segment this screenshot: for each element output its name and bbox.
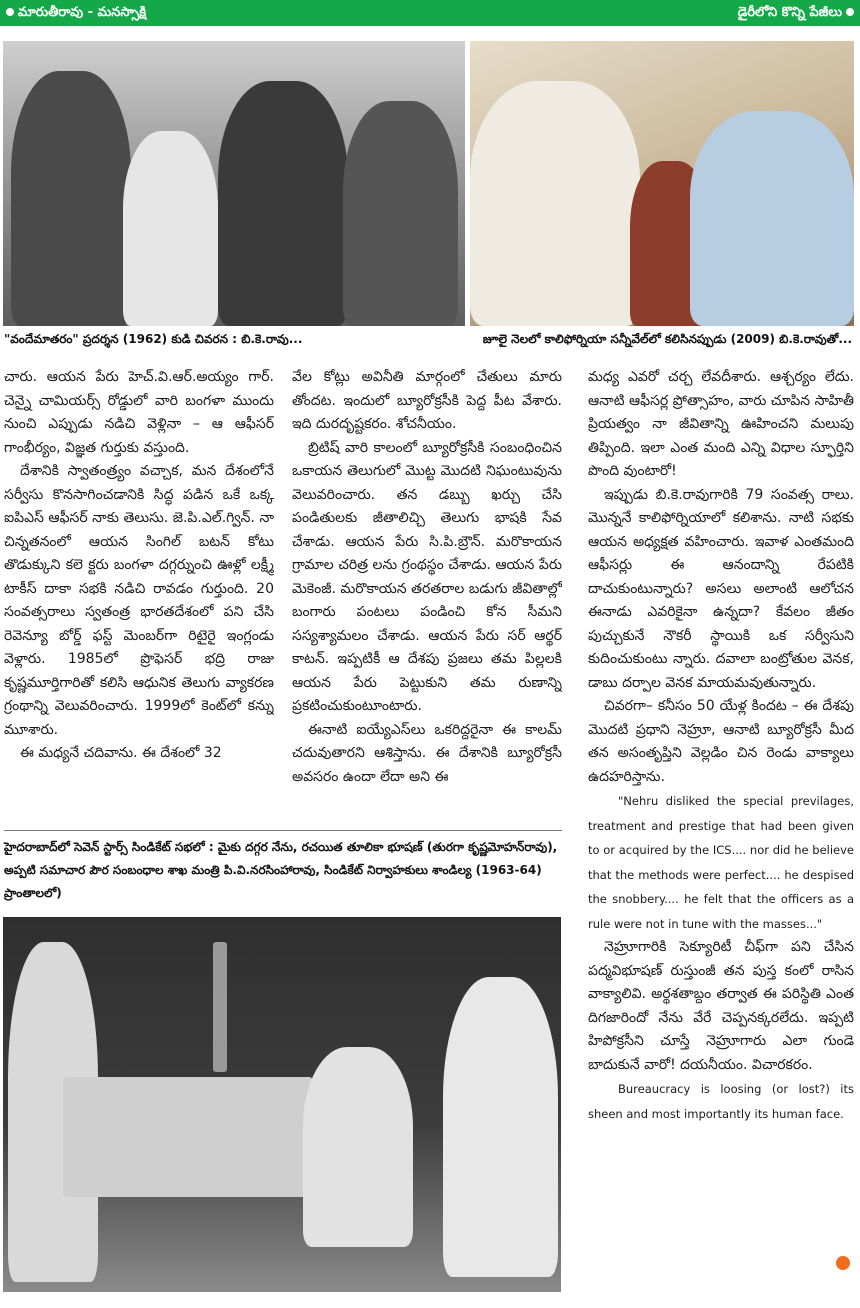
- header-right: [738, 5, 854, 23]
- paragraph: వేల కోట్లు అవినీతి మార్గంలో చేతులు మారు తోందట. ఇందులో బ్యూరోక్రసీకి పెద్ద పీట వేశారు. ఇది దురదృష్టకరం. శోచనీయం.: [292, 369, 562, 432]
- section-divider: [4, 830, 562, 831]
- photo-figure: [213, 942, 227, 1072]
- article-column-2: [292, 366, 562, 826]
- photo-caption-2: జూలై నెలలో కాలిఫోర్నియా సన్నీవేల్‌లో కలిసినప్పుడు (2009) బి.కె.రావుతో...: [482, 332, 852, 346]
- bullet-icon: [846, 8, 854, 16]
- header-left-title: మారుతీరావు - మనస్సాక్షి: [18, 5, 147, 20]
- photo-figure: [343, 101, 458, 326]
- header-right-title: డైరీలోని కొన్ని పేజీలు: [737, 5, 842, 20]
- paragraph: చారు. ఆయన పేరు హెచ్.వి.ఆర్.అయ్యం గార్. చెన్నై చామియర్స్ రోడ్డులో వారి బంగళా ముందు నుంచి ఎప్పుడు నడిచి వెళ్లినా – ఆ ఆఫీసర్ గాంభీర్యం, విజ్ఞత గుర్తుకు వస్తుంది.: [4, 369, 274, 456]
- photo-seven-stars-syndicate: [3, 917, 561, 1292]
- photo-figure: [443, 977, 558, 1277]
- photo-figure: [470, 81, 640, 326]
- paragraph: ఈనాటి ఐయ్యేఎస్‌లు ఒకరిద్దరైనా ఈ కాలమ్ చదువుతారని ఆశిస్తాను. ఈ దేశానికి బ్యూరోక్రసీ అవసరం ఉందా లేదా అని ఈ: [292, 721, 562, 785]
- photo-caption-3: హైదరాబాద్‌లో సెవెన్ స్టార్స్ సిండికేట్ సభలో : మైకు దగ్గర నేను, రచయిత తూలికా భూషణ్ (తురగా కృష్ణమోహన్‌రావు), అప్పటి సమాచార పౌర సంబంధాల శాఖ మంత్రి పి.వి.నరసింహారావు, సిండికేట్ నిర్వాహకులు శాండిల్య (1963-64) ప్రాంతాలలో): [4, 840, 558, 900]
- photo-figure: [690, 111, 854, 326]
- paragraph: నెహ్రూగారికి సెక్యూరిటీ చీఫ్‌గా పని చేసిన పద్మవిభూషణ్ రుస్తుంజీ తన పుస్త కంలో రాసిన వాక్యాలివి. అర్థశతాబ్దం తర్వాత ఈ పరిస్థితి ఎంత దిగజారిందో నేను వేరే చెప్పనక్కరలేదు. ఇప్పటి హిపోక్రసీని చూస్తే నెహ్రూగారు ఎలా గుండె బాదుకునే వారో! దయనీయం. విచారకరం.: [588, 939, 854, 1073]
- paragraph: బ్రిటిష్ వారి కాలంలో బ్యూరోక్రసీకి సంబంధించిన ఒకాయన తెలుగులో మొట్ట మొదటి నిఘంటువును వెలువరించారు. తన డబ్బు ఖర్చు చేసి పండితులకు జీతాలిచ్చి తెలుగు భాషకి సేవ చేశాడు. ఆయన పేరు సి.పి.బ్రౌన్. మరొకాయన గ్రామాల చరిత్ర లను గ్రంథస్థం చేశాడు. ఆయన పేరు మెకెంజీ. మరొకాయన తరతరాల బడుగు జీవితాల్లో బంగారు పంటలు పండించి కోన సీమని సస్యశ్యామలం చేశాడు. ఆయన పేరు సర్ ఆర్థర్ కాటన్. ఇప్పటికీ ఆ దేశపు ప్రజలు తమ పిల్లలకి ఆయన పేరు పెట్టుకుని తమ రుణాన్ని ప్రకటించుకుంటూంటారు.: [292, 439, 562, 714]
- header-left: [6, 5, 146, 23]
- paragraph: ఈ మధ్యనే చదివాను. ఈ దేశంలో 32: [20, 745, 222, 761]
- photo-caption-1: "వందేమాతరం" ప్రదర్శన (1962) కుడి చివరన : బి.కె.రావు...: [4, 332, 303, 346]
- closing-english: Bureaucracy is loosing (or lost?) its sheen and most importantly its human face.: [588, 1082, 854, 1121]
- paragraph: ఇప్పుడు బి.కె.రావుగారికి 79 సంవత్స రాలు. మొన్ననే కాలిఫోర్నియాలో కలిశాను. నాటి సభకు ఆయన అధ్యక్షత వహించారు. ఇవాళ ఎంతమంది ఆఫీసర్లు ఈ ఆనందాన్ని రేపటికి దాచుకుంటున్నారు? అసలు అలాంటి ఆలోచన ఈనాడు ఎవరికైనా ఉన్నదా? కేవలం జీతం పుచ్చుకునే నౌకరీ స్థాయికి ఒక సర్వీసుని కుదించుకుంటు న్నారు. దవాలా బంట్రోతుల వెనక, డాబు దర్పాల వెనక మాయమవుతున్నారు.: [588, 486, 854, 691]
- article-column-1: [4, 366, 274, 826]
- photo-figure: [123, 131, 218, 326]
- end-bullet-icon: [836, 1256, 850, 1270]
- photo-vandemataram: [3, 41, 465, 326]
- photo-figure: [218, 81, 348, 326]
- paragraph: దేశానికి స్వాతంత్ర్యం వచ్చాక, మన దేశంలోనే సర్వీసు కొనసాగించడానికి సిద్ధ పడిన ఒకే ఒక్క ఐపిఎస్ ఆఫీసర్ నాకు తెలుసు. జె.పి.ఎల్.గ్విన్. నా చిన్నతనంలో ఆయన సింగిల్ బటన్ కోటు తొడుక్కుని కలె క్టరు బంగళా దగ్గర్నుంచి ఊళ్లో లక్ష్మీ టాకీస్ దాకా సభకి నడిచి రావడం గుర్తుంది. 20 సంవత్సరాలు స్వతంత్ర భారతదేశంలో పని చేసి రెవెన్యూ బోర్డ్ ఫస్ట్ మెంబర్‌గా రిటైరై ఇంగ్లండు వెళ్లారు. 1985లో ప్రొఫెసర్ భద్రి రాజు కృష్ణమూర్తిగారితో కలిసి ఆధునిక తెలుగు వ్యాకరణ గ్రంథాన్ని వెలువరించారు. 1999లో కెంట్‌లో కన్ను మూశారు.: [4, 463, 274, 738]
- photo-figure: [63, 1077, 313, 1197]
- english-quote: "Nehru disliked the special previlages, treatment and prestige that had been given to or acquired by the ICS.... nor did he believe that the methods were perfect.... he despised the snobbery.... he felt that the officers as a rule were not in tune with the masses...": [588, 794, 854, 931]
- photo-figure: [303, 1047, 413, 1247]
- article-column-3: [588, 366, 854, 1266]
- page-header: [0, 0, 860, 26]
- paragraph: చివరగా– కనీసం 50 యేళ్ల కిందట – ఈ దేశపు మొదటి ప్రధాని నెహ్రూ, ఆనాటి బ్యూరోక్రసీ మీద తన అసంతృప్తిని వెల్లడిం చిన రెండు వాక్యాలు ఉదహరిస్తాను.: [588, 698, 854, 785]
- photo-sunnyvale: [470, 41, 854, 326]
- paragraph: మధ్య ఎవరో చర్చ లేవదీశారు. ఆశ్చర్యం లేదు. ఆనాటి ఆఫీసర్ల ప్రోత్సాహం, వారు చూపిన సాహితీ ప్రియత్వం నా జీవితాన్ని ఊహించని మలుపు తిప్పింది. ఇలా ఎంత మంది ఎన్ని విధాల స్ఫూర్తిని పొంది వుంటారో!: [588, 369, 854, 479]
- photo-figure: [11, 71, 131, 326]
- bullet-icon: [6, 8, 14, 16]
